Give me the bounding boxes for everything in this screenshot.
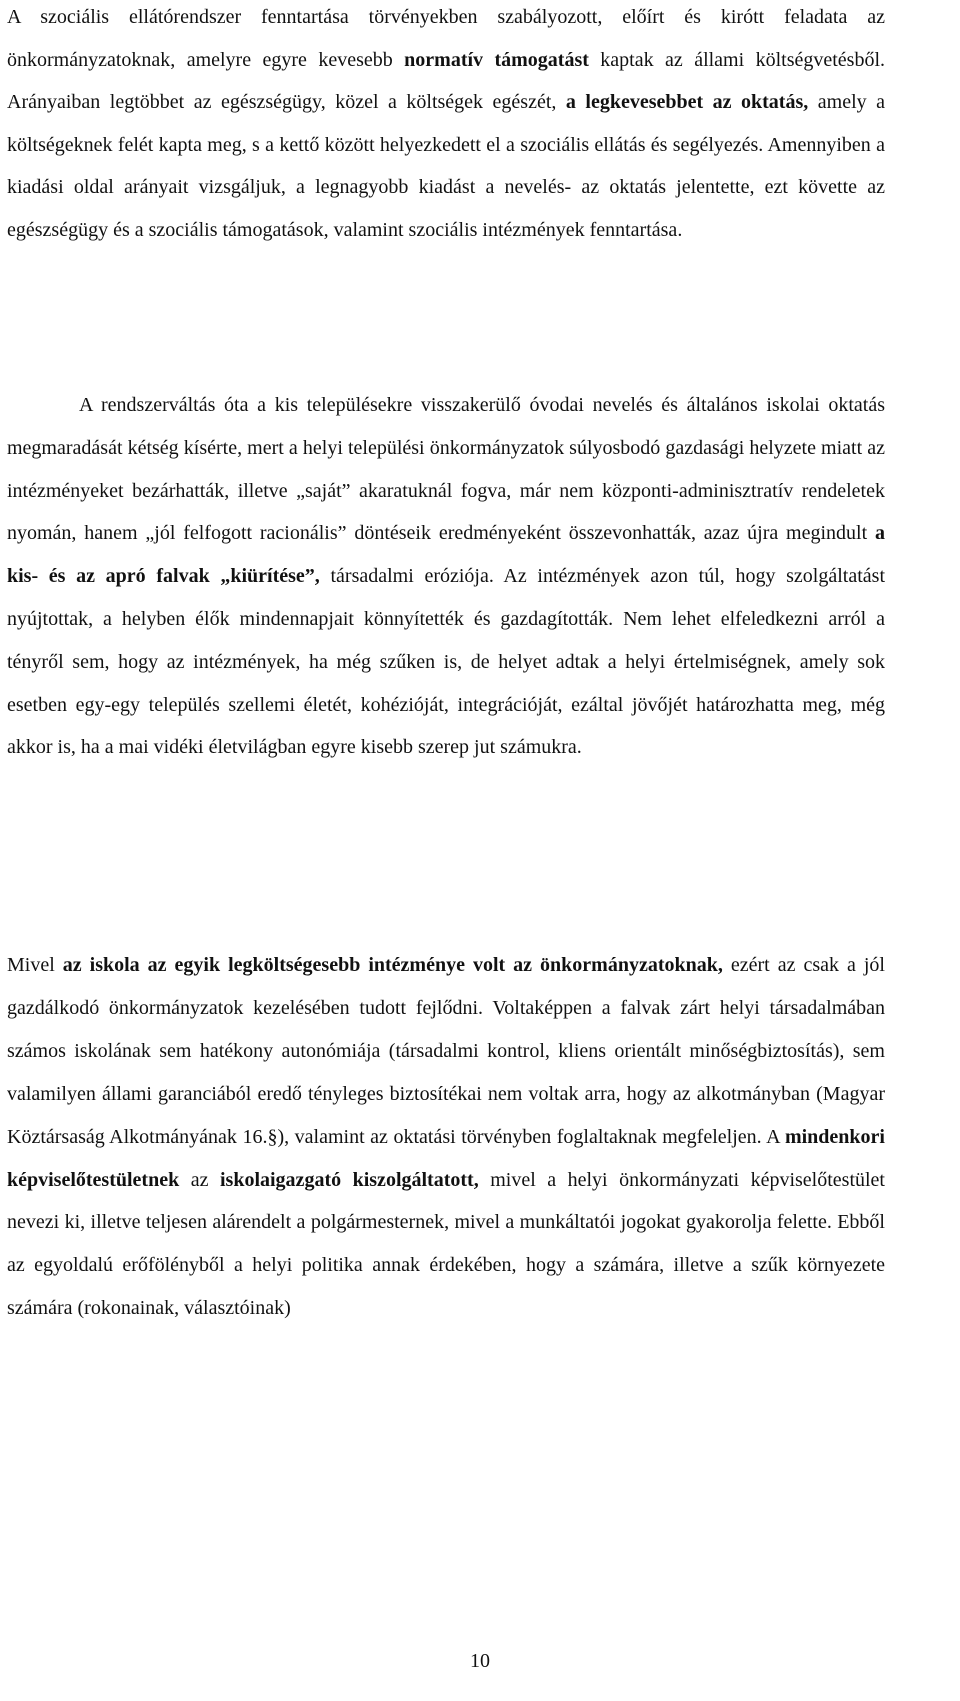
paragraph-school-cost (7, 944, 885, 1330)
text-segment: ezért az csak a jól gazdálkodó önkormányzatok kezelésében tudott fejlődni. Voltaképpen a falvak zárt helyi társadalmában számos iskolának sem hatékony autonómiája (társadalmi kontrol, kliens orientált minőségbiztosítás), sem valamilyen állami garanciából eredő tényleges biztosítékai nem voltak arra, hogy az alkotmányban (Magyar Köztársaság Alkotmányának 16.§), valamint az oktatási törvényben foglaltaknak megfeleljen. A (7, 954, 885, 1148)
bold-text-village-emptying: a kis- és az apró falvak „kiürítése”, (7, 522, 885, 588)
bold-text-headmaster: iskolaigazgató kiszolgáltatott, (219, 1168, 479, 1191)
text-segment: A szociális ellátórendszer fenntartása törvényekben szabályozott, előírt és kirótt feladata az önkormányzatoknak, amelyre egyre kevesebb (7, 6, 885, 71)
bold-text-normative-support: normatív támogatást (404, 48, 589, 71)
text-segment: az (179, 1168, 220, 1191)
paragraph-social-care (7, 0, 885, 251)
text-segment: mivel a helyi önkormányzati képviselőtestület nevezi ki, illetve teljesen alárendelt a polgármesternek, mivel a munkáltatói jogokat gyakorolja felette. Ebből az egyoldalú erőfölényből a helyi politika annak érdekében, hogy a számára, illetve a szűk környezete számára (rokonainak, választóinak) (7, 1168, 885, 1320)
paragraph-regime-change (7, 384, 885, 769)
text-segment: Mivel (7, 954, 63, 976)
text-segment: A rendszerváltás óta a kis településekre visszakerülő óvodai nevelés és általános iskolai oktatás megmaradását kétség kísérte, mert a helyi települési önkormányzatok súlyosbodó gazdasági helyzete miatt az intézményeket bezárhatták, illetve „saját” akaratuknál fogva, már nem központi-adminisztratív rendeletek nyomán, hanem „jól felfogott racionális” döntéseik eredményeként összevonhatták, azaz újra megindult (7, 394, 885, 545)
bold-text-least-education: a legkevesebbet az oktatás, (565, 91, 809, 113)
bold-text-costly-institution: az iskola az egyik legköltségesebb intézménye volt az önkormányzatoknak, (62, 954, 723, 976)
page-number: 10 (470, 1650, 490, 1672)
text-segment: amely a költségeknek felét kapta meg, s a kettő között helyezkedett el a szociális ellátás és segélyezés. Amennyiben a kiadási oldal arányait vizsgáljuk, a legnagyobb kiadást a nevelés- az oktatás jelentette, ezt követte az egészségügy és a szociális támogatások, valamint szociális intézmények fenntartása. (7, 91, 886, 241)
bold-text-council: mindenkori képviselőtestületnek (7, 1125, 885, 1191)
text-segment: társadalmi eróziója. Az intézmények azon túl, hogy szolgáltatást nyújtottak, a helyben élők mindennapjait könnyítették és gazdagították. Nem lehet elfeledkezni arról a tényről sem, hogy az intézmények, ha még szűken is, de helyet adtak a helyi értelmiségnek, amely sok esetben egy-egy település szellemi életét, kohézióját, integrációját, ezáltal jövőjét határozhatta meg, még akkor is, ha a mai vidéki életvilágban egyre kisebb szerep jut számukra. (7, 565, 885, 759)
text-segment: kaptak az állami költségvetésből. Arányaiban legtöbbet az egészségügy, közel a költségek egészét, (7, 48, 886, 113)
